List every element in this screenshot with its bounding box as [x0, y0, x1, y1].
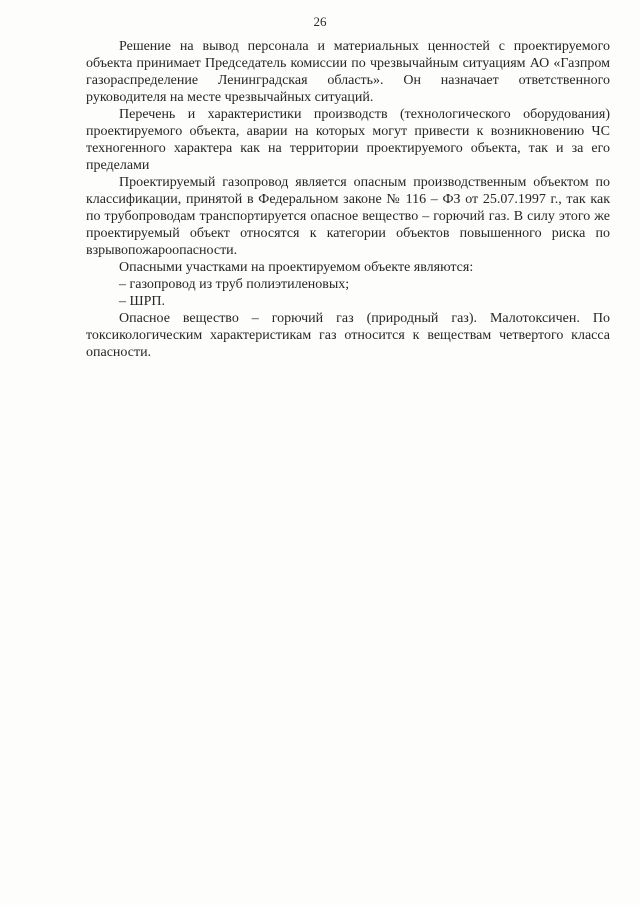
list-item-shrp: – ШРП.: [119, 294, 166, 309]
document-body: [86, 38, 610, 361]
paragraph-production-list: Перечень и характеристики производств (технологического оборудования) проектируемого объекта, аварии на которых могут привести к возникновению ЧС техногенного характера как на территории проектируемого объекта, так и за его пределами: [86, 107, 610, 173]
paragraph-evacuation-decision: Решение на вывод персонала и материальных ценностей с проектируемого объекта принимает Председатель комиссии по чрезвычайным ситуациям АО «Газпром газораспределение Ленинградская область». Он назначает ответственного руководителя на месте чрезвычайных ситуаций.: [86, 39, 610, 105]
paragraph-gas-pipeline-classification: Проектируемый газопровод является опасным производственным объектом по классификации, принятой в Федеральном законе № 116 – ФЗ от 25.07.1997 г., так как по трубопроводам транспортируется опасное вещество – горючий газ. В силу этого же проектируемый объект относятся к категории объектов повышенного риска по взрывопожароопасности.: [86, 175, 610, 258]
paragraph-hazardous-sections-intro: Опасными участками на проектируемом объекте являются:: [119, 260, 474, 275]
paragraph-hazardous-substance: Опасное вещество – горючий газ (природный газ). Малотоксичен. По токсикологическим характеристикам газ относится к веществам четвертого класса опасности.: [86, 311, 610, 360]
list-item-polyethylene-pipeline: – газопровод из труб полиэтиленовых;: [119, 277, 350, 292]
page-number: 26: [313, 14, 327, 29]
